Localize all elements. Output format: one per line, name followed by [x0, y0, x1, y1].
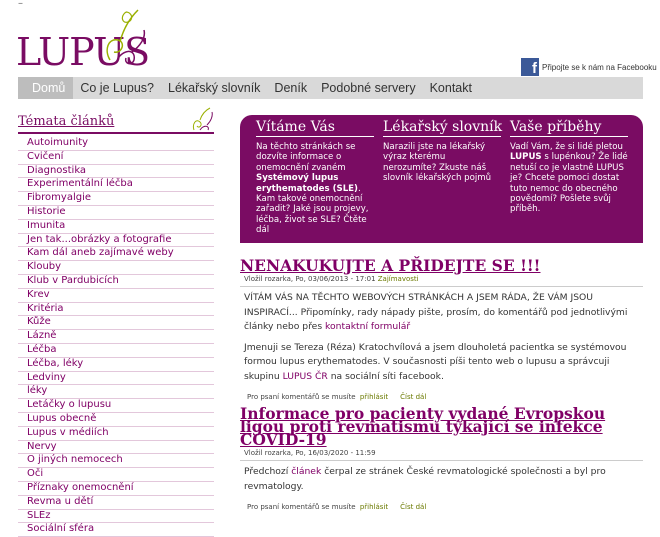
topic-link[interactable]: Oči [27, 468, 44, 480]
article-link[interactable]: článek [291, 466, 322, 477]
topic-link[interactable]: Kam dál aneb zajímavé weby [27, 247, 174, 259]
article [240, 404, 643, 511]
topic-link[interactable]: O jiných nemocech [27, 454, 123, 466]
list-item [18, 496, 214, 510]
facebook-link[interactable] [521, 58, 657, 76]
list-item [18, 399, 214, 413]
article-meta: Vložil rozarka, Po, 16/03/2020 - 11:59 [240, 446, 643, 461]
list-item [18, 468, 214, 482]
article-title[interactable]: NENAKUKUJTE A PŘIDEJTE SE !!! [240, 256, 541, 275]
article-footer: Pro psaní komentářů se musíte přihlásit Číst dál [247, 393, 427, 401]
topic-link[interactable]: Historie [27, 205, 66, 217]
article-paragraph: Jmenuji se Tereza (Réza) Kratochvílová a jsem dlouholetá pacientka se systémovou formou lupus erythematodes. V současnosti píši tento web o lupusu a správcuji skupinu LUPUS ČR na sociální síti facebook. [244, 341, 627, 382]
topic-list [18, 137, 214, 537]
list-item [18, 206, 214, 220]
list-item [18, 358, 214, 372]
topic-link[interactable]: Léčba, léky [27, 357, 84, 369]
topic-link[interactable]: Imunita [27, 219, 66, 231]
list-item [18, 344, 214, 358]
article-footer: Pro psaní komentářů se musíte přihlásit Číst dál [247, 503, 427, 511]
list-item [18, 372, 214, 386]
read-more-link[interactable]: Číst dál [400, 503, 427, 511]
facebook-label[interactable]: Připojte se k nám na Facebooku [542, 62, 657, 72]
list-item [18, 303, 214, 317]
facebook-icon: f [521, 58, 539, 76]
topic-link[interactable]: Krev [27, 288, 50, 300]
stories-box [510, 119, 628, 215]
header-dash: – [18, 0, 23, 9]
nav-medical-dictionary[interactable]: Lékařský slovník [168, 81, 261, 95]
list-item [18, 385, 214, 399]
article-body [240, 465, 643, 494]
lupus-bold: LUPUS [510, 152, 542, 163]
list-item [18, 275, 214, 289]
list-item [18, 137, 214, 151]
nav-diary[interactable]: Deník [274, 81, 308, 95]
topic-link[interactable]: Experimentální léčba [27, 178, 133, 190]
topic-link[interactable]: Nervy [27, 440, 57, 452]
site-logo[interactable]: LUPUS [16, 30, 150, 74]
topic-link[interactable]: Letáčky o lupusu [27, 399, 112, 411]
topic-link[interactable]: Klouby [27, 261, 62, 273]
stories-text: Vadí Vám, že si lidé pletou LUPUS s lupénkou? Že lidé netuší co je vlastně LUPUS je? Chcete pomoci dostat tuto nemoc do obecného povědomí? Pošlete svůj příběh. [510, 142, 628, 215]
sidebar [18, 110, 214, 537]
read-more-link[interactable]: Číst dál [400, 393, 427, 401]
category-link[interactable]: Zajímavosti [377, 275, 419, 283]
article-paragraph: Předchozí článek čerpal ze stránek České revmatologické společnosti a byl pro revmatology. [244, 466, 606, 492]
sle-bold: Systémový lupus erythematodes (SLE) [256, 173, 358, 194]
welcome-title: Vítáme Vás [256, 119, 374, 137]
article [240, 256, 643, 401]
sidebar-header [18, 110, 214, 134]
dictionary-text: Narazili jste na lékařský výraz kterému nerozumíte? Zkuste náš slovník lékařských pojmů [383, 142, 492, 184]
list-item [18, 261, 214, 275]
welcome-text: Na těchto stránkách se dozvíte informace o onemocnění zvaném Systémový lupus erythematodes (SLE). Kam takové onemocnění zařadit? Jaké jsou projevy, léčba, život se SLE? Čtěte dál [256, 142, 369, 236]
login-link[interactable]: přihlásit [359, 503, 389, 511]
list-item [18, 247, 214, 261]
topic-link[interactable]: Ledviny [27, 371, 66, 383]
topic-link[interactable]: SLEz [27, 509, 51, 521]
topic-link[interactable]: Diagnostika [27, 164, 87, 176]
dictionary-link[interactable]: slovník lékařských pojmů [383, 173, 492, 184]
list-item [18, 523, 214, 537]
topic-link[interactable]: Klub v Pardubicích [27, 274, 119, 286]
topic-link[interactable]: Kůže [27, 316, 51, 328]
welcome-box [256, 119, 374, 236]
list-item [18, 413, 214, 427]
topic-link[interactable]: Fibromyalgie [27, 192, 92, 204]
contact-form-link[interactable]: kontaktní formulář [325, 321, 411, 332]
topic-link[interactable]: Kritéria [27, 302, 64, 314]
list-item [18, 178, 214, 192]
read-more-link[interactable]: Čtěte dál [256, 214, 367, 236]
topic-link[interactable]: Jen tak...obrázky a fotografie [27, 233, 172, 245]
nav-what-is-lupus[interactable]: Co je Lupus? [80, 81, 155, 95]
list-item [18, 482, 214, 496]
article-meta: Vložil rozarka, Po, 03/06/2013 - 17:01 Zajímavosti [240, 272, 643, 287]
topic-link[interactable]: léky [27, 385, 48, 397]
article-body [240, 291, 643, 384]
intro-banner [240, 115, 643, 243]
list-item [18, 316, 214, 330]
topic-link[interactable]: Léčba [27, 343, 57, 355]
dictionary-title: Lékařský slovník [383, 119, 503, 135]
send-story-link[interactable]: Pošlete svůj příběh [510, 194, 611, 215]
list-item [18, 441, 214, 455]
nav-contact[interactable]: Kontakt [429, 81, 472, 95]
topic-link[interactable]: Sociální sféra [27, 523, 95, 535]
list-item [18, 427, 214, 441]
nav-home[interactable]: Domů [18, 77, 73, 99]
dictionary-box [383, 119, 501, 184]
list-item [18, 510, 214, 524]
main-nav [18, 77, 643, 99]
nav-similar-servers[interactable]: Podobné servery [321, 81, 416, 95]
article-paragraph: VÍTÁM VÁS NA TĚCHTO WEBOVÝCH STRÁNKÁCH A JSEM RÁDA, ŽE VÁM JSOU INSPIRACÍ... Připomínky, rady nápady pište, prosím, do komentářů pod jednotlivými články nebo přes kontaktní formulář [244, 292, 628, 332]
list-item [18, 330, 214, 344]
list-item [18, 220, 214, 234]
sidebar-title[interactable]: Témata článků [18, 114, 115, 129]
list-item [18, 165, 214, 179]
topic-link[interactable]: Příznaky onemocnění [27, 481, 134, 493]
topic-link[interactable]: Lupus obecně [27, 412, 97, 424]
topic-link[interactable]: Lupus v médiích [27, 426, 109, 438]
list-item [18, 289, 214, 303]
list-item [18, 454, 214, 468]
list-item [18, 151, 214, 165]
list-item [18, 234, 214, 248]
topic-link[interactable]: Revma u dětí [27, 495, 94, 507]
article-title[interactable]: Informace pro pacienty vydané Evropskou ligou proti revmatismu týkající se infekce COVID-19 [240, 404, 606, 449]
logo-flourish-icon [96, 2, 150, 72]
topic-link[interactable]: Lázně [27, 330, 57, 342]
stories-title: Vaše příběhy [510, 119, 628, 137]
list-item [18, 192, 214, 206]
login-link[interactable]: přihlásit [359, 393, 389, 401]
topic-link[interactable]: Autoimunity [27, 137, 89, 148]
sidebar-flourish-icon [190, 106, 214, 134]
lupus-cr-link[interactable]: LUPUS ČR [282, 370, 328, 382]
topic-link[interactable]: Cvičení [27, 150, 64, 162]
